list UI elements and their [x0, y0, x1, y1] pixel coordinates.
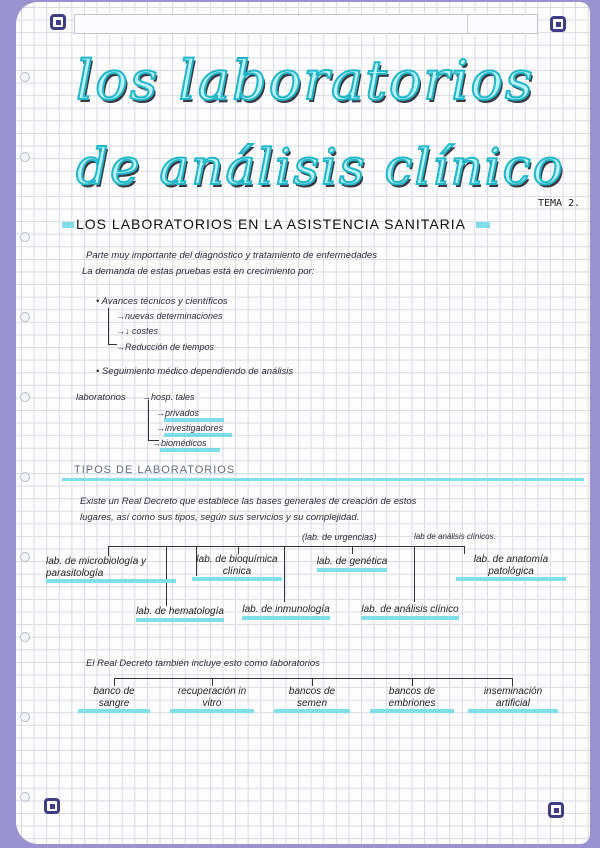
highlight	[160, 448, 220, 452]
lab-kind: →hosp. tales	[142, 392, 195, 402]
extra-item-text: banco de sangre	[78, 686, 150, 713]
corner-mark-icon	[44, 798, 60, 814]
diagram-line	[108, 546, 109, 556]
title-line-1: los laboratorios	[76, 49, 535, 112]
extra-item	[170, 686, 254, 713]
list-item-text: nuevas determinaciones	[125, 311, 223, 321]
binder-ring-icon	[20, 72, 30, 82]
diagram-line	[412, 678, 413, 686]
bullet-point: • Seguimiento médico dependiendo de análisis	[96, 366, 294, 377]
notebook-page	[16, 2, 590, 844]
bullet-text: Seguimiento médico dependiendo de análisis	[101, 366, 294, 377]
list-item: →↓ costes	[116, 326, 159, 336]
binder-ring-icon	[20, 392, 30, 402]
lab-anatomia	[456, 554, 566, 581]
extra-item-text: bancos de semen	[274, 686, 350, 713]
lab-kind-text: hosp. tales	[151, 392, 195, 402]
lab-hematologia	[130, 606, 230, 622]
list-item-text: ↓ costes	[125, 326, 159, 336]
lab-name: lab. de microbiología y parasitología	[46, 556, 176, 583]
lab-bioquimica	[192, 554, 282, 581]
title-line-2: de análisis clínico	[76, 138, 565, 196]
heading-highlight	[62, 222, 74, 228]
binder-ring-icon	[20, 712, 30, 722]
lab-name: lab. de anatomía patológica	[456, 554, 566, 581]
lab-name: lab. de hematología	[136, 606, 224, 622]
lab-name: lab. de inmunología	[242, 604, 329, 620]
labs-label: laboratorios	[76, 392, 126, 403]
extra-item	[274, 686, 350, 713]
lab-inmunologia	[238, 604, 334, 620]
binder-ring-icon	[20, 312, 30, 322]
extra-item-text: bancos de embriones	[370, 686, 454, 713]
paragraph-line-2: lugares, así como sus tipos, según sus servicios y su complejidad.	[80, 512, 360, 523]
heading-highlight	[476, 222, 490, 228]
lab-name: lab. de genética	[317, 556, 388, 572]
highlight	[164, 418, 224, 422]
binder-ring-icon	[20, 632, 30, 642]
highlight	[164, 433, 232, 437]
topic-number: TEMA 2.	[538, 198, 581, 209]
diagram-line	[414, 546, 415, 602]
lab-kind: →investigadores	[156, 423, 224, 433]
lab-genetica	[312, 556, 392, 572]
lab-kind: →biomédicos	[152, 438, 207, 448]
binder-ring-icon	[20, 792, 30, 802]
binder-ring-icon	[20, 552, 30, 562]
corner-mark-icon	[50, 14, 66, 30]
lab-microbiologia	[46, 556, 176, 583]
diagram-line	[464, 546, 465, 554]
lab-name: lab. de bioquímica clínica	[192, 554, 282, 581]
list-item: →nuevas determinaciones	[116, 311, 223, 321]
intro-line-2: La demanda de estas pruebas está en crecimiento por:	[82, 266, 315, 277]
section-underline	[62, 478, 584, 481]
diagram-line	[352, 546, 353, 554]
intro-line-1: Parte muy importante del diagnóstico y tratamiento de enfermedades	[86, 250, 377, 261]
lab-kind-text: privados	[165, 408, 200, 418]
diagram-line	[212, 678, 213, 686]
header-box	[74, 14, 538, 34]
analisis-note: lab de análisis clínicos.	[414, 532, 496, 541]
extra-item	[468, 686, 558, 713]
section-heading-2: TIPOS DE LABORATORIOS	[74, 464, 236, 476]
lab-analisis-clinico	[352, 604, 468, 620]
diagram-line	[238, 546, 239, 554]
lab-kind-text: biomédicos	[161, 438, 207, 448]
lab-kind: →privados	[156, 408, 200, 418]
extra-item	[78, 686, 150, 713]
real-decreto-line: El Real Decreto también incluye esto como laboratorios	[86, 658, 320, 669]
lab-kind-text: investigadores	[165, 423, 224, 433]
bracket-line	[148, 400, 159, 441]
diagram-line	[512, 678, 513, 686]
binder-ring-icon	[20, 152, 30, 162]
diagram-line	[312, 678, 313, 686]
diagram-line	[114, 678, 512, 679]
bullet-text: Avances técnicos y científicos	[101, 296, 228, 307]
corner-mark-icon	[550, 16, 566, 32]
lab-name: lab. de análisis clínico	[361, 604, 458, 620]
diagram-line	[284, 546, 285, 602]
paragraph-line-1: Existe un Real Decreto que establece las bases generales de creación de estos	[80, 496, 417, 507]
corner-mark-icon	[548, 802, 564, 818]
section-heading: LOS LABORATORIOS EN LA ASISTENCIA SANITARIA	[76, 216, 466, 232]
diagram-line	[114, 678, 115, 686]
bullet-point: • Avances técnicos y científicos	[96, 296, 228, 307]
extra-item-text: inseminación artificial	[468, 686, 558, 713]
list-item: →Reducción de tiempos	[116, 342, 215, 352]
extra-item	[370, 686, 454, 713]
binder-ring-icon	[20, 472, 30, 482]
diagram-line	[108, 546, 464, 547]
list-item-text: Reducción de tiempos	[125, 342, 215, 352]
binder-ring-icon	[20, 232, 30, 242]
extra-item-text: recuperación in vitro	[170, 686, 254, 713]
urgencias-label: (lab. de urgencias)	[302, 532, 377, 542]
